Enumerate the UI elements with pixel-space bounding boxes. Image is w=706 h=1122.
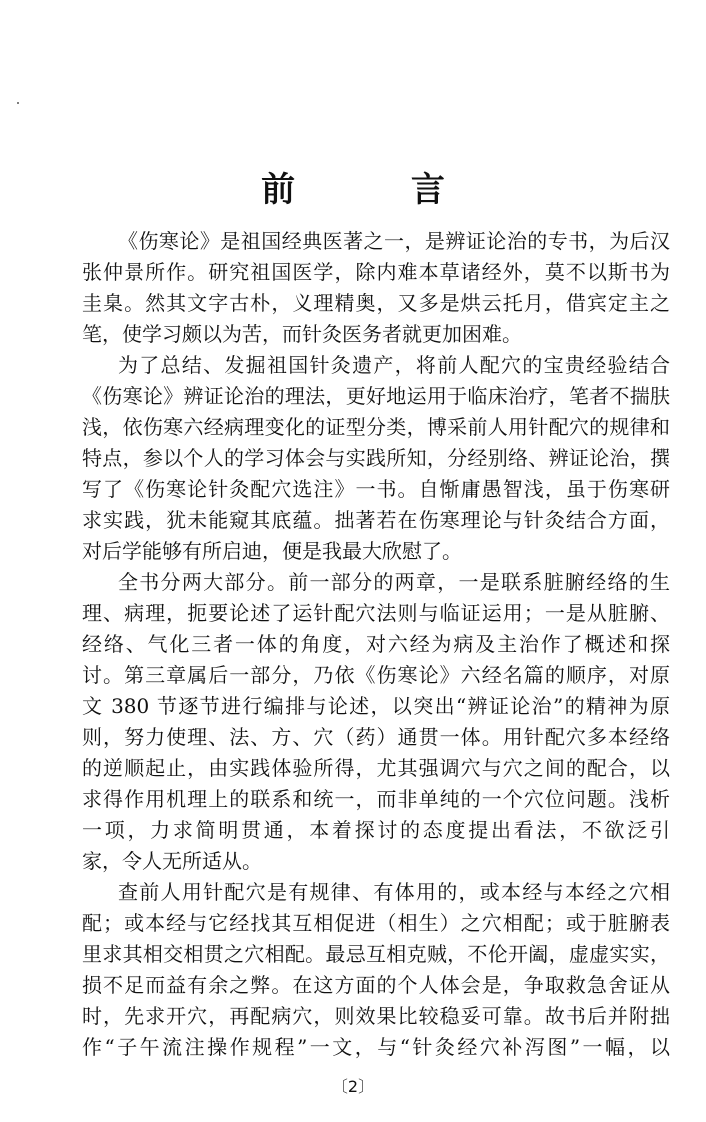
page-number: 〔2〕 xyxy=(331,1077,375,1096)
scan-speck xyxy=(17,102,19,104)
text-line: 浅，依伤寒六经病理变化的证型分类，博采前人用针配穴的规律和 xyxy=(82,415,670,439)
text-line: 求实践，犹未能窥其底蕴。拙著若在伤寒理论与针灸结合方面， xyxy=(82,508,670,532)
text-line: 经络、气化三者一体的角度，对六经为病及主治作了概述和探 xyxy=(82,632,670,656)
text-line: 作“子午流注操作规程”一文，与“针灸经穴补泻图”一幅，以 xyxy=(82,1035,670,1059)
text-line: 查前人用针配穴是有规律、有体用的，或本经与本经之穴相 xyxy=(118,880,670,904)
text-line: 文 380 节逐节进行编排与论述，以突出“辨证论治”的精神为原 xyxy=(82,694,670,718)
text-line: 求得作用机理上的联系和统一，而非单纯的一个穴位问题。浅析 xyxy=(82,787,670,811)
text-line: 张仲景所作。研究祖国医学，除内难本草诸经外，莫不以斯书为 xyxy=(82,260,670,284)
text-line: 《伤寒论》辨证论治的理法，更好地运用于临床治疗，笔者不揣肤 xyxy=(82,384,670,408)
paragraph xyxy=(82,226,670,350)
text-line: 一项，力求简明贯通，本着探讨的态度提出看法，不欲泛引 xyxy=(82,818,670,842)
paragraph xyxy=(82,350,670,567)
text-line: 特点，参以个人的学习体会与实践所知，分经别络、辨证论治，撰 xyxy=(82,446,670,470)
text-line: 损不足而益有余之弊。在这方面的个人体会是，争取救急舍证从 xyxy=(82,973,670,997)
text-line: 全书分两大部分。前一部分的两章，一是联系脏腑经络的生 xyxy=(118,570,670,594)
text-line: 圭臬。然其文字古朴，义理精奥，又多是烘云托月，借宾定主之 xyxy=(82,291,670,315)
paragraph xyxy=(82,877,670,1063)
text-line: 《伤寒论》是祖国经典医著之一，是辨证论治的专书，为后汉 xyxy=(118,229,670,253)
text-line: 的逆顺起止，由实践体验所得，尤其强调穴与穴之间的配合，以 xyxy=(82,756,670,780)
text-line: 笔，使学习颇以为苦，而针灸医务者就更加困难。 xyxy=(82,322,522,346)
page-title: 前 言 xyxy=(261,170,497,210)
text-line: 对后学能够有所启迪，便是我最大欣慰了。 xyxy=(82,539,462,563)
text-line: 家，令人无所适从。 xyxy=(82,849,262,873)
document-body xyxy=(82,226,670,1063)
text-line: 讨。第三章属后一部分，乃依《伤寒论》六经名篇的顺序，对原 xyxy=(82,663,670,687)
text-line: 写了《伤寒论针灸配穴选注》一书。自惭庸愚智浅，虽于伤寒研 xyxy=(82,477,670,501)
text-line: 时，先求开穴，再配病穴，则效果比较稳妥可靠。故书后并附拙 xyxy=(82,1004,670,1028)
text-line: 为了总结、发掘祖国针灸遗产，将前人配穴的宝贵经验结合 xyxy=(118,353,670,377)
text-line: 配；或本经与它经找其互相促进（相生）之穴相配；或于脏腑表 xyxy=(82,911,670,935)
text-line: 理、病理，扼要论述了运针配穴法则与临证运用；一是从脏腑、 xyxy=(82,601,670,625)
paragraph xyxy=(82,567,670,877)
text-line: 则，努力使理、法、方、穴（药）通贯一体。用针配穴多本经络 xyxy=(82,725,670,749)
text-line: 里求其相交相贯之穴相配。最忌互相克贼，不伦开阖，虚虚实实， xyxy=(82,942,670,966)
